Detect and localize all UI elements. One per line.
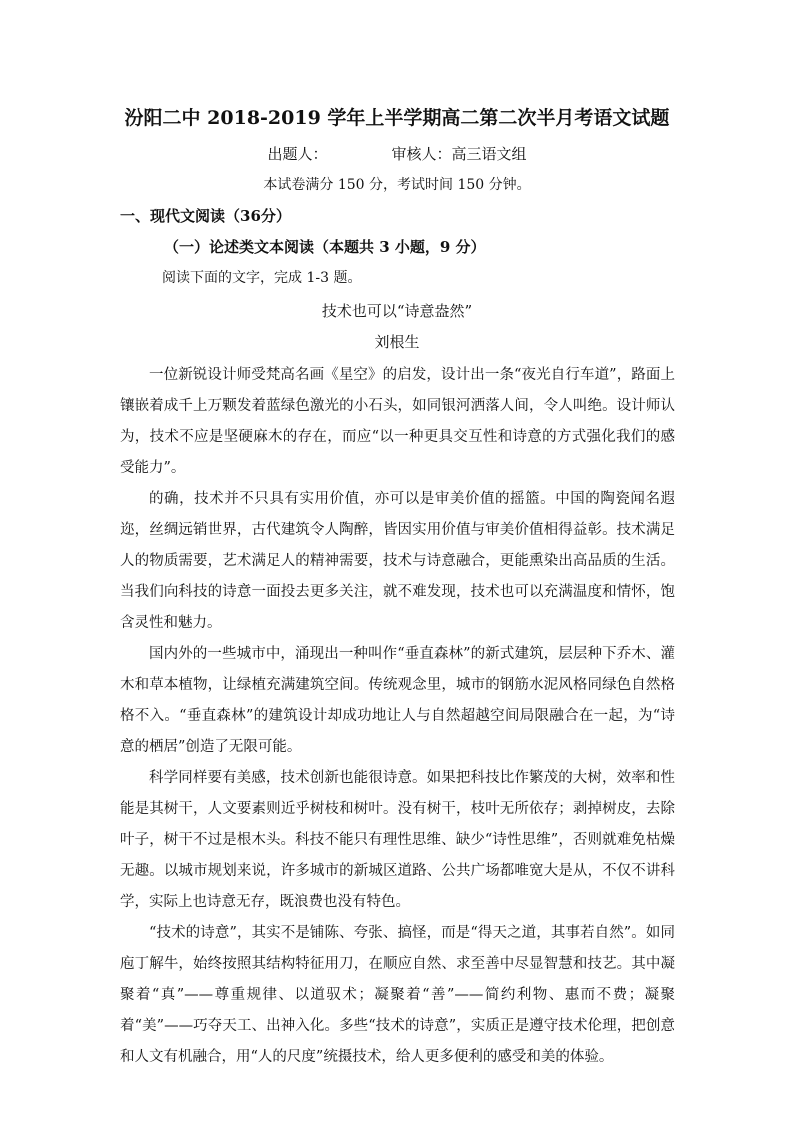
reading-instruction: 阅读下面的文字，完成 1-3 题。 (162, 270, 362, 286)
subsection-heading: （一）论述类文本阅读（本题共 3 小题，9 分） (164, 238, 486, 256)
article-paragraph: 一位新锐设计师受梵高名画《星空》的启发，设计出一条“夜光自行车道”，路面上镶嵌着成千上万颗发着蓝绿色激光的小石头，如同银河洒落人间，令人叫绝。设计师认为，技术不应是坚硬麻木的存在，而应“以一种更具交互性和诗意的方式强化我们的感受能力”。 (120, 367, 675, 476)
setter-label: 出题人： (267, 145, 328, 163)
exam-title: 汾阳二中 2018-2019 学年上半学期高二第二次半月考语文试题 (124, 107, 670, 129)
article-paragraph: “技术的诗意”，其实不是铺陈、夸张、搞怪，而是“得天之道，其事若自然”。如同庖丁解牛，始终按照其结构特征用刀，在顺应自然、求至善中尽显智慧和技艺。其中凝聚着“真”——尊重规律、以道驭术；凝聚着“善”——简约利物、惠而不费；凝聚着“美”——巧夺天工、出神入化。多些“技术的诗意”，实质正是遵守技术伦理，把创意和人文有机融合，用“人的尺度”统摄技术，给人更多便利的感受和美的体验。 (120, 925, 675, 1065)
article-paragraph: 科学同样要有美感，技术创新也能很诗意。如果把科技比作繁茂的大树，效率和性能是其树干，人文要素则近乎树枝和树叶。没有树干，枝叶无所依存；剥掉树皮，去除叶子，树干不过是根木头。科技不能只有理性思维、缺少“诗性思维”，否则就难免枯燥无趣。以城市规划来说，许多城市的新城区道路、公共广场都唯宽大是从，不仅不讲科学，实际上也诗意无存，既浪费也没有特色。 (120, 770, 675, 910)
exam-staff-line (0, 142, 794, 166)
article-body (120, 360, 675, 1073)
article-paragraph: 的确，技术并不只具有实用价值，亦可以是审美价值的摇篮。中国的陶瓷闻名遐迩，丝绸远销世界，古代建筑令人陶醉，皆因实用价值与审美价值相得益彰。技术满足人的物质需要，艺术满足人的精神需要，技术与诗意融合，更能熏染出高品质的生活。当我们向科技的诗意一面投去更多关注，就不难发现，技术也可以充满温度和情怀，饱含灵性和魅力。 (120, 491, 675, 631)
article-title: 技术也可以“诗意盎然” (321, 302, 473, 320)
article-author: 刘根生 (374, 333, 420, 351)
exam-info: 本试卷满分 150 分，考试时间 150 分钟。 (263, 177, 531, 193)
reviewer-label: 审核人：高三语文组 (391, 145, 527, 163)
article-paragraph: 国内外的一些城市中，涌现出一种叫作“垂直森林”的新式建筑，层层种下乔木、灌木和草本植物，让绿植充满建筑空间。传统观念里，城市的钢筋水泥风格同绿色自然格格不入。“垂直森林”的建筑设计却成功地让人与自然超越空间局限融合在一起，为“诗意的栖居”创造了无限可能。 (120, 646, 675, 755)
section-heading: 一、现代文阅读（36分） (120, 207, 291, 225)
